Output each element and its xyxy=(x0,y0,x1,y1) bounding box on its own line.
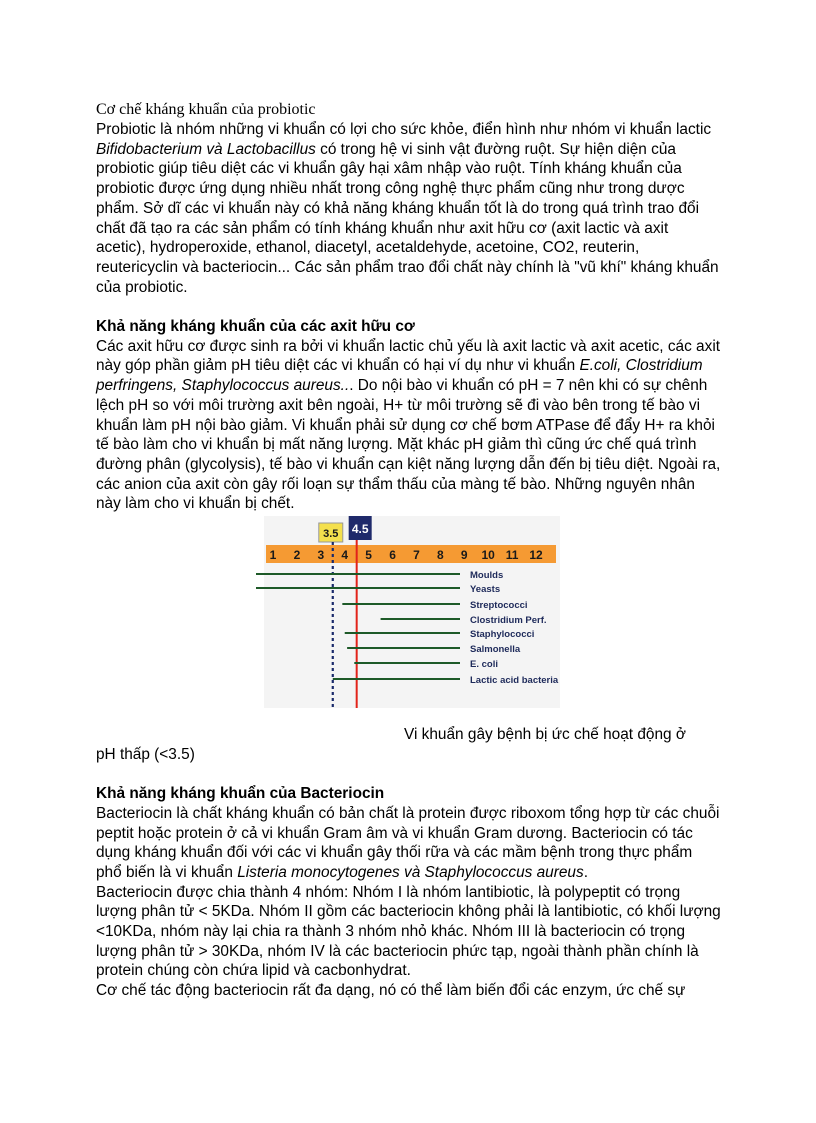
organism-label: Salmonella xyxy=(470,644,521,656)
ph-tick-label: 8 xyxy=(437,548,444,563)
ph-tick-label: 5 xyxy=(365,548,372,563)
marker-low-label: 3.5 xyxy=(323,528,339,541)
ph-tolerance-chart xyxy=(96,514,721,711)
organism-label: Moulds xyxy=(470,570,504,582)
ph-tick-label: 4 xyxy=(341,548,349,563)
ph-tick-label: 10 xyxy=(481,548,495,563)
intro-paragraph: Probiotic là nhóm những vi khuẩn có lợi cho sức khỏe, điển hình như nhóm vi khuẩn lactic Bifidobacterium và Lactobacillus có trong hệ vi sinh vật đường ruột. Sự hiện diện của probiotic giúp tiêu diệt các vi khuẩn gây hại xâm nhập vào ruột. Tính kháng khuẩn của probiotic được ứng dụng nhiều nhất trong công nghệ thực phẩm cũng như trong dược phẩm. Sở dĩ các vi khuẩn này có khả năng kháng khuẩn tốt là do trong quá trình trao đổi chất đã tạo ra các sản phẩm có tính kháng khuẩn như axit hữu cơ (axit lactic và axit acetic), hydroperoxide, ethanol, diacetyl, acetaldehyde, acetoine, CO2, reuterin, reutericyclin và bacteriocin... Các sản phẩm trao đổi chất này chính là "vũ khí" kháng khuẩn của probiotic. xyxy=(96,121,719,296)
ph-tick-label: 7 xyxy=(413,548,420,563)
ph-tick-label: 9 xyxy=(460,548,468,563)
organism-label: Lactic acid bacteria xyxy=(470,675,559,687)
ph-tick-label: 2 xyxy=(293,548,301,563)
ph-tick-label: 3 xyxy=(317,548,325,563)
organism-label: Streptococci xyxy=(470,600,528,612)
bacteriocin-paragraph-2: Bacteriocin được chia thành 4 nhóm: Nhóm I là nhóm lantibiotic, là polypeptit có trọng lượng phân tử < 5KDa. Nhóm II gồm các bacteriocin không phải là lantibiotic, có khối lượng <10KDa, nhóm này lại chia ra thành 3 nhóm nhỏ khác. Nhóm III là bacteriocin có trọng lượng phân tử > 30KDa, nhóm IV là các bacteriocin phức tạp, ngoài thành phần chính là protein chúng còn chứa lipid và cacbonhydrat. xyxy=(96,883,721,980)
section-heading-bacteriocin: Khả năng kháng khuẩn của Bacteriocin xyxy=(96,785,385,803)
bacteriocin-paragraph-3: Cơ chế tác động bacteriocin rất đa dạng, nó có thể làm biến đổi các enzym, ức chế sự xyxy=(96,982,686,1000)
organism-label: Clostridium Perf. xyxy=(470,615,547,627)
section-heading-organic-acids: Khả năng kháng khuẩn của các axit hữu cơ xyxy=(96,318,415,336)
ph-tick-label: 11 xyxy=(505,548,519,563)
organism-label: Staphylococci xyxy=(470,629,535,641)
ph-tolerance-figure xyxy=(96,514,721,711)
figure-caption-continued: pH thấp (<3.5) xyxy=(96,745,195,763)
ph-tick-label: 1 xyxy=(269,548,277,563)
organic-acids-paragraph: Các axit hữu cơ được sinh ra bởi vi khuẩn lactic chủ yếu là axit lactic và axit acetic, các axit này góp phần giảm pH tiêu diệt các vi khuẩn có hại ví dụ như vi khuẩn E.coli, Clostridium perfringens, Staphylococcus aureus... Do nội bào vi khuẩn có pH = 7 nên khi có sự chênh lệch pH so với môi trường axit bên ngoài, H+ từ môi trường sẽ đi vào bên trong tế bào vi khuẩn làm pH nội bào giảm. Vi khuẩn phải sử dụng cơ chế bơm ATPase để đẩy H+ ra khỏi tế bào làm cho vi khuẩn bị mất năng lượng. Mặt khác pH giảm thì cũng ức chế quá trình đường phân (glycolysis), tế bào vi khuẩn cạn kiệt năng lượng dẫn đến bị tiêu diệt. Ngoài ra, các anion của axit còn gây rối loạn sự thẩm thấu của màng tế bào. Những nguyên nhân này làm cho vi khuẩn bị chết. xyxy=(96,337,721,513)
figure-caption: Vi khuẩn gây bệnh bị ức chế hoạt động ở xyxy=(404,726,686,744)
ph-tick-label: 6 xyxy=(389,548,396,563)
organism-label: Yeasts xyxy=(470,584,501,596)
marker-high-label: 4.5 xyxy=(351,522,369,537)
organism-label: E. coli xyxy=(470,659,498,671)
document-page xyxy=(96,100,721,1001)
bacteriocin-paragraph-1: Bacteriocin là chất kháng khuẩn có bản chất là protein được riboxom tổng hợp từ các chuỗi peptit hoặc protein ở cả vi khuẩn Gram âm và vi khuẩn Gram dương. Bacteriocin có tác dụng kháng khuẩn đối với các vi khuẩn gây thối rữa và các mầm bệnh trong thực phẩm phổ biến là vi khuẩn Listeria monocytogenes và Staphylococcus aureus. xyxy=(96,804,720,881)
document-title: Cơ chế kháng khuẩn của probiotic xyxy=(96,101,316,118)
ph-tick-label: 12 xyxy=(529,548,543,563)
